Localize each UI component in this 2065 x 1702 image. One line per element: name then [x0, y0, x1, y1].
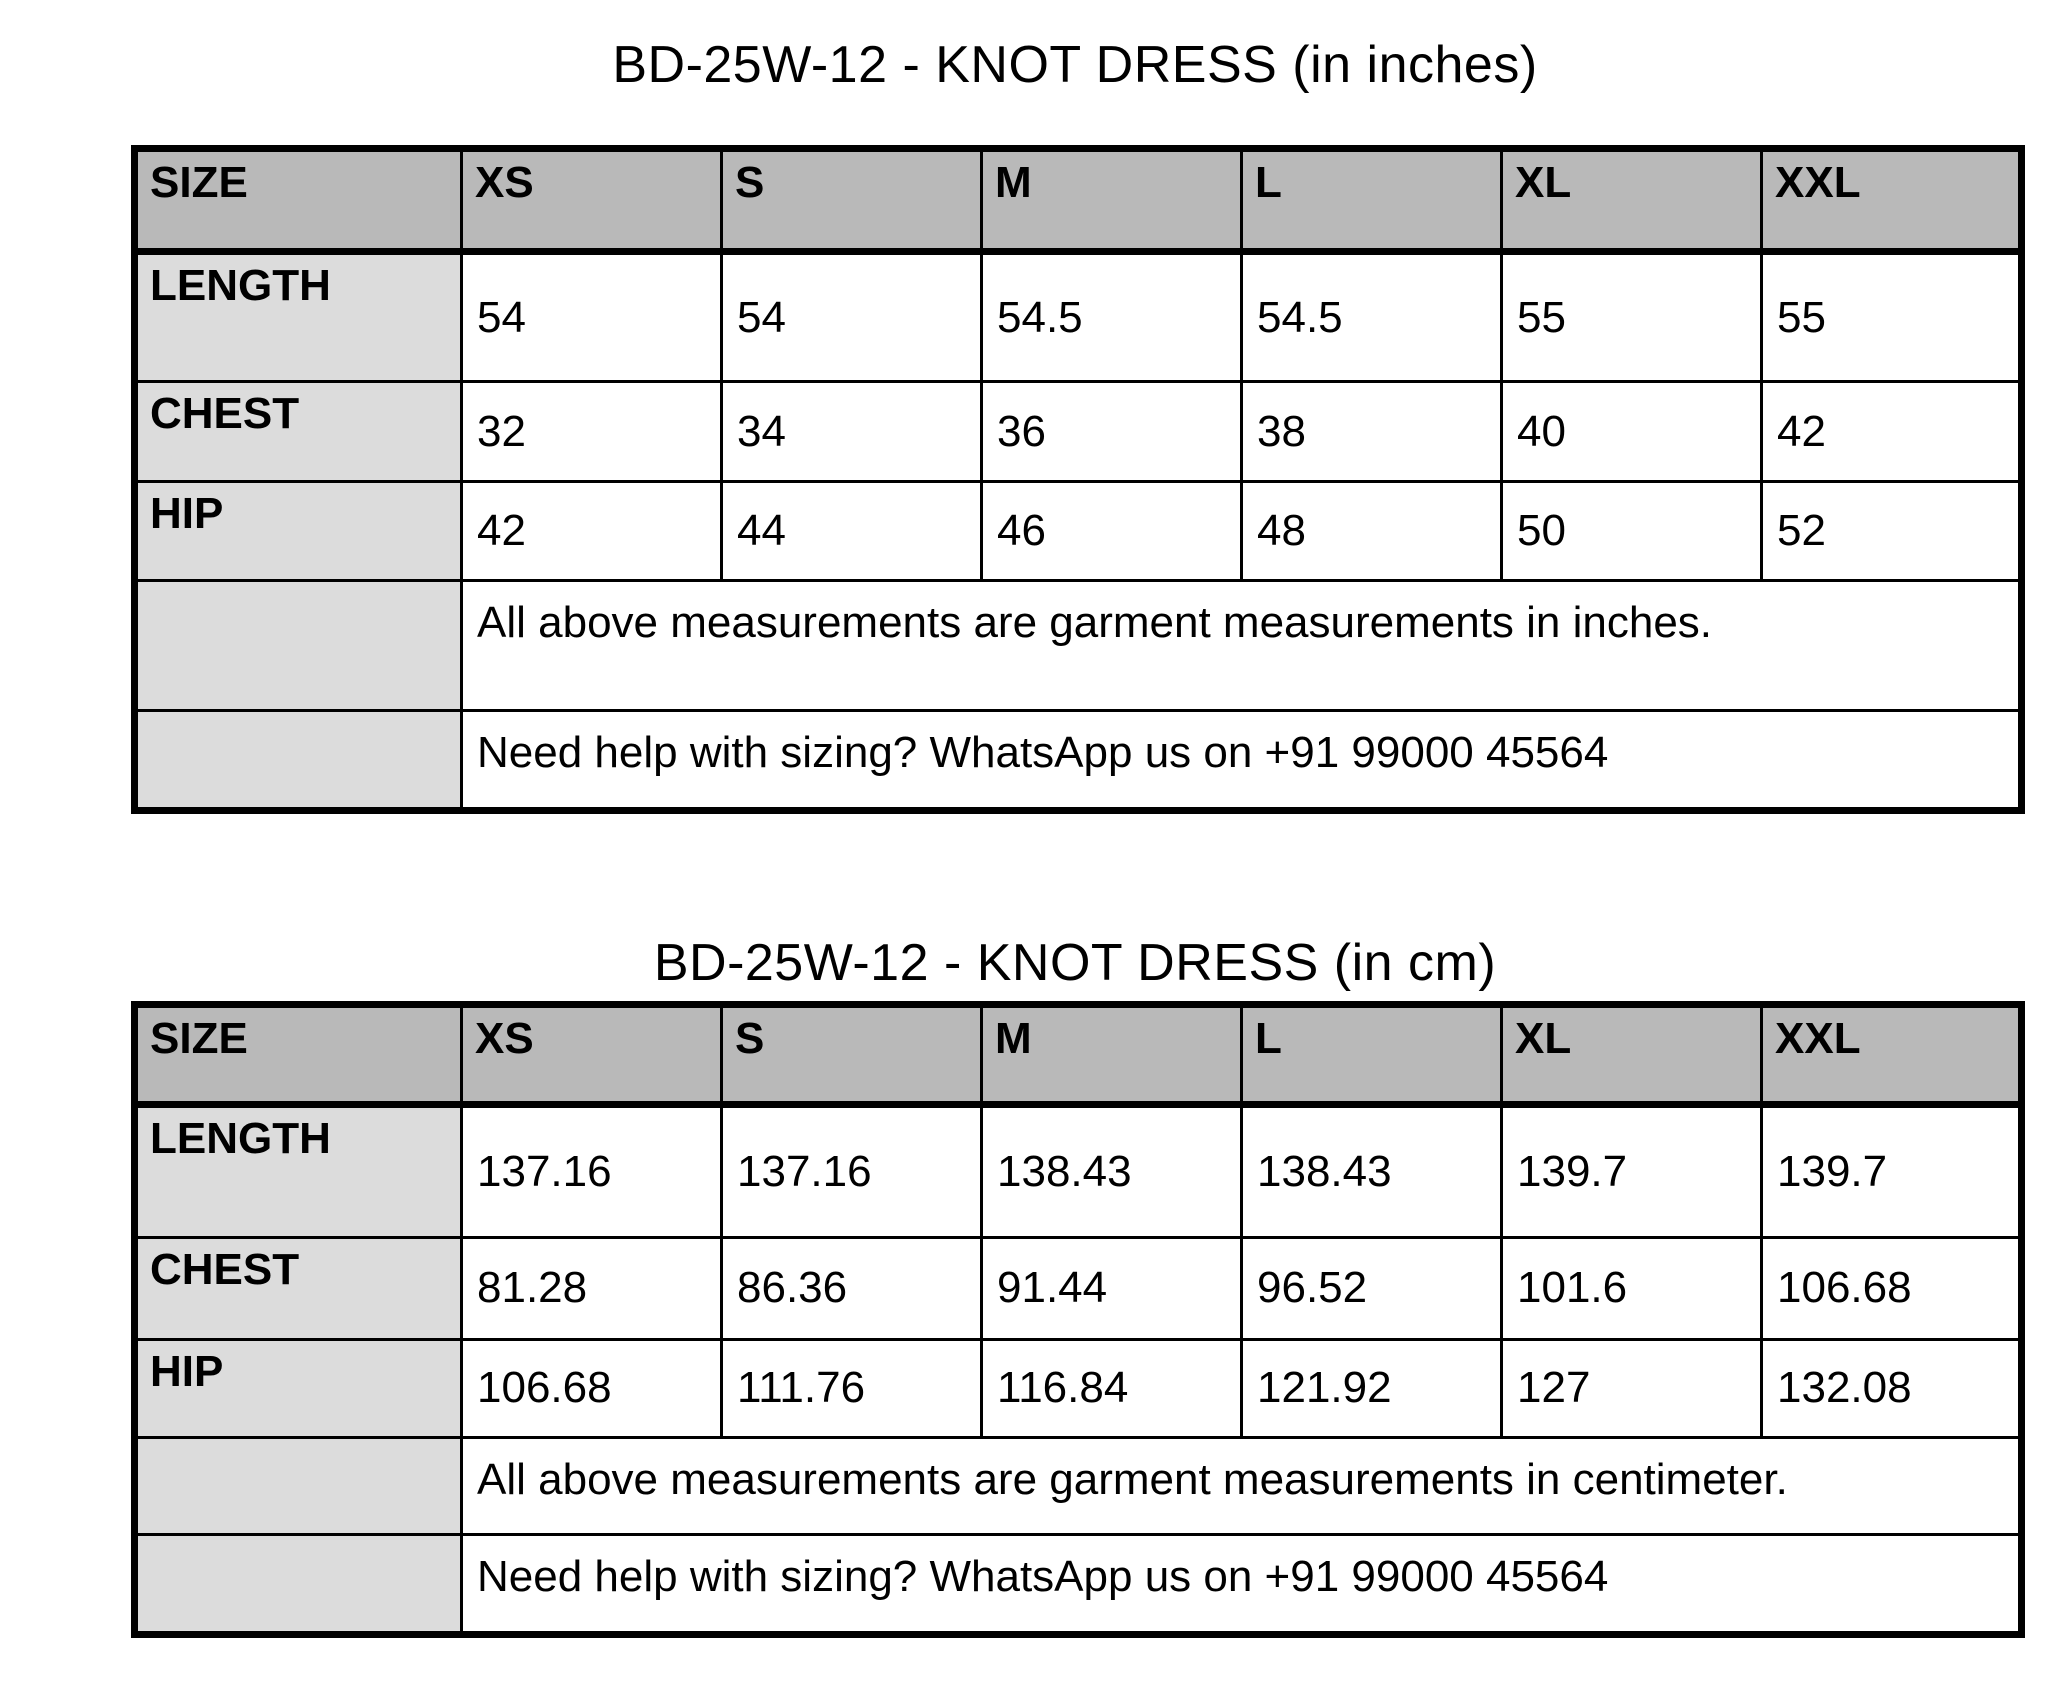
row-label-length: LENGTH	[135, 252, 462, 382]
row-label-chest: CHEST	[135, 382, 462, 482]
row-note-help	[135, 1534, 2022, 1634]
empty-label-cell	[135, 1534, 462, 1634]
cell-chest-xxl: 106.68	[1762, 1237, 2022, 1339]
row-label-length: LENGTH	[135, 1104, 462, 1237]
header-cell-m: M	[982, 149, 1242, 252]
row-hip	[135, 1339, 2022, 1437]
cell-hip-xl: 127	[1502, 1339, 1762, 1437]
note-sizing-help: Need help with sizing? WhatsApp us on +91 99000 45564	[462, 1534, 2022, 1634]
cell-chest-xs: 81.28	[462, 1237, 722, 1339]
cell-chest-m: 91.44	[982, 1237, 1242, 1339]
cell-chest-xl: 40	[1502, 382, 1762, 482]
cell-hip-xxl: 52	[1762, 482, 2022, 581]
cell-chest-m: 36	[982, 382, 1242, 482]
header-cell-xs: XS	[462, 149, 722, 252]
row-note-help	[135, 711, 2022, 811]
row-hip	[135, 482, 2022, 581]
size-chart-title-cm: BD-25W-12 - KNOT DRESS (in cm)	[653, 934, 1497, 993]
cell-length-s: 54	[722, 252, 982, 382]
empty-label-cell	[135, 1437, 462, 1534]
cell-length-xl: 139.7	[1502, 1104, 1762, 1237]
row-chest	[135, 382, 2022, 482]
cell-chest-s: 34	[722, 382, 982, 482]
header-cell-s: S	[722, 1004, 982, 1104]
row-length	[135, 252, 2022, 382]
cell-hip-xs: 106.68	[462, 1339, 722, 1437]
header-row	[135, 149, 2022, 252]
header-cell-xl: XL	[1502, 1004, 1762, 1104]
cell-length-m: 138.43	[982, 1104, 1242, 1237]
size-table-cm	[131, 1001, 2025, 1638]
cell-length-xl: 55	[1502, 252, 1762, 382]
cell-chest-l: 96.52	[1242, 1237, 1502, 1339]
header-cell-m: M	[982, 1004, 1242, 1104]
header-cell-xl: XL	[1502, 149, 1762, 252]
cell-length-s: 137.16	[722, 1104, 982, 1237]
cell-hip-l: 48	[1242, 482, 1502, 581]
cell-chest-xs: 32	[462, 382, 722, 482]
cell-hip-s: 44	[722, 482, 982, 581]
header-cell-size: SIZE	[135, 149, 462, 252]
size-chart-title-inches: BD-25W-12 - KNOT DRESS (in inches)	[612, 36, 1538, 94]
cell-length-xs: 137.16	[462, 1104, 722, 1237]
cell-length-xxl: 55	[1762, 252, 2022, 382]
row-label-hip: HIP	[135, 1339, 462, 1437]
cell-length-l: 54.5	[1242, 252, 1502, 382]
cell-hip-s: 111.76	[722, 1339, 982, 1437]
header-row	[135, 1004, 2022, 1104]
cell-chest-l: 38	[1242, 382, 1502, 482]
cell-hip-m: 116.84	[982, 1339, 1242, 1437]
note-sizing-help: Need help with sizing? WhatsApp us on +91 99000 45564	[462, 711, 2022, 811]
header-cell-xs: XS	[462, 1004, 722, 1104]
header-cell-l: L	[1242, 1004, 1502, 1104]
cell-hip-l: 121.92	[1242, 1339, 1502, 1437]
cell-chest-xl: 101.6	[1502, 1237, 1762, 1339]
cell-length-m: 54.5	[982, 252, 1242, 382]
row-label-chest: CHEST	[135, 1237, 462, 1339]
row-note-units	[135, 1437, 2022, 1534]
cell-length-xxl: 139.7	[1762, 1104, 2022, 1237]
cell-hip-xxl: 132.08	[1762, 1339, 2022, 1437]
row-note-units	[135, 581, 2022, 711]
row-chest	[135, 1237, 2022, 1339]
empty-label-cell	[135, 581, 462, 711]
size-table-inches	[131, 145, 2025, 814]
cell-hip-xl: 50	[1502, 482, 1762, 581]
header-cell-l: L	[1242, 149, 1502, 252]
header-cell-xxl: XXL	[1762, 1004, 2022, 1104]
note-measurement-units: All above measurements are garment measurements in inches.	[462, 581, 2022, 711]
header-cell-size: SIZE	[135, 1004, 462, 1104]
cell-length-xs: 54	[462, 252, 722, 382]
cell-hip-xs: 42	[462, 482, 722, 581]
header-cell-xxl: XXL	[1762, 149, 2022, 252]
header-cell-s: S	[722, 149, 982, 252]
cell-hip-m: 46	[982, 482, 1242, 581]
note-measurement-units: All above measurements are garment measurements in centimeter.	[462, 1437, 2022, 1534]
cell-chest-s: 86.36	[722, 1237, 982, 1339]
cell-length-l: 138.43	[1242, 1104, 1502, 1237]
row-length	[135, 1104, 2022, 1237]
cell-chest-xxl: 42	[1762, 382, 2022, 482]
row-label-hip: HIP	[135, 482, 462, 581]
empty-label-cell	[135, 711, 462, 811]
